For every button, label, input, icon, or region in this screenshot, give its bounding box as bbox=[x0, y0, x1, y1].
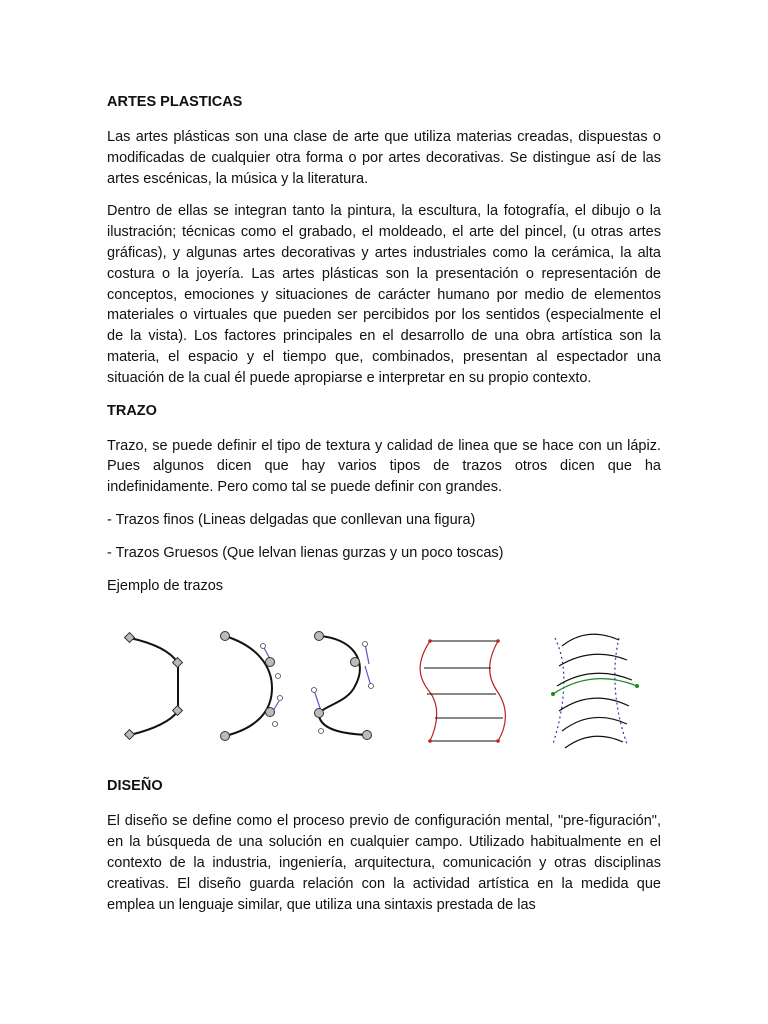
paragraph-artes-1: Las artes plásticas son una clase de arte que utiliza materias creadas, dispuestas o modificadas de cualquier otra forma o por artes decorativas. Se distingue así de las artes escénicas, la música y la literatura. bbox=[107, 129, 661, 187]
heading-trazo: TRAZO bbox=[107, 402, 157, 419]
heading-artes-plasticas: ARTES PLASTICAS bbox=[107, 94, 243, 110]
paragraph-artes-2: Dentro de ellas se integran tanto la pintura, la escultura, la fotografía, el dibujo o la ilustración; técnicas como el grabado, el moldeado, el arte del pincel, (u otras artes gráficas), y algunas artes decorativas y artes industriales como la cerámica, la alta costura o la joyería. Las artes plásticas son la presentación o representación de conceptos, emociones y situaciones de carácter humano por medio de elementos materiales o virtuales que pueden ser percibidos por los sentidos (especialmente el de la vista). Los factores principales en el desarrollo de una obra artística son la materia, el espacio y el tiempo que, combinados, presentan al espectador una situación de la cual él puede apropiarse e interpretar en su propio contexto. bbox=[107, 203, 661, 386]
label-ejemplo-trazos: Ejemplo de trazos bbox=[107, 577, 224, 594]
list-item-trazos-finos: - Trazos finos (Lineas delgadas que conllevan una figura) bbox=[107, 511, 476, 528]
stroke-example-arcs bbox=[551, 635, 639, 749]
heading-diseno: DISEÑO bbox=[107, 778, 163, 795]
stroke-example-angular bbox=[125, 633, 183, 740]
stroke-example-s-curve bbox=[312, 632, 374, 740]
paragraph-diseno-1: El diseño se define como el proceso previo de configuración mental, "pre-figuración", en la búsqueda de una solución en cualquier campo. Utilizado habitualmente en el contexto de la industria, ingeniería, arquitectura, comunicación y otras disciplinas creativas. El diseño guarda relación con la actividad artística en la medida que emplea un lenguaje similar, que utiliza una sintaxis prestada de las bbox=[107, 813, 661, 913]
list-item-trazos-gruesos: - Trazos Gruesos (Que lelvan lienas gurzas y un poco toscas) bbox=[107, 544, 504, 561]
paragraph-trazo-1: Trazo, se puede definir el tipo de textura y calidad de linea que se hace con un lápiz. Pues algunos dicen que hay varios tipos de trazos otros dicen que ha indefinidamente. Pero como tal se puede definir con grandes. bbox=[107, 437, 661, 496]
stroke-examples-illustration bbox=[107, 616, 661, 756]
stroke-example-curve bbox=[221, 632, 283, 741]
stroke-example-ladder bbox=[420, 640, 505, 744]
stroke-examples-figure bbox=[107, 616, 661, 756]
document-page bbox=[107, 80, 661, 927]
